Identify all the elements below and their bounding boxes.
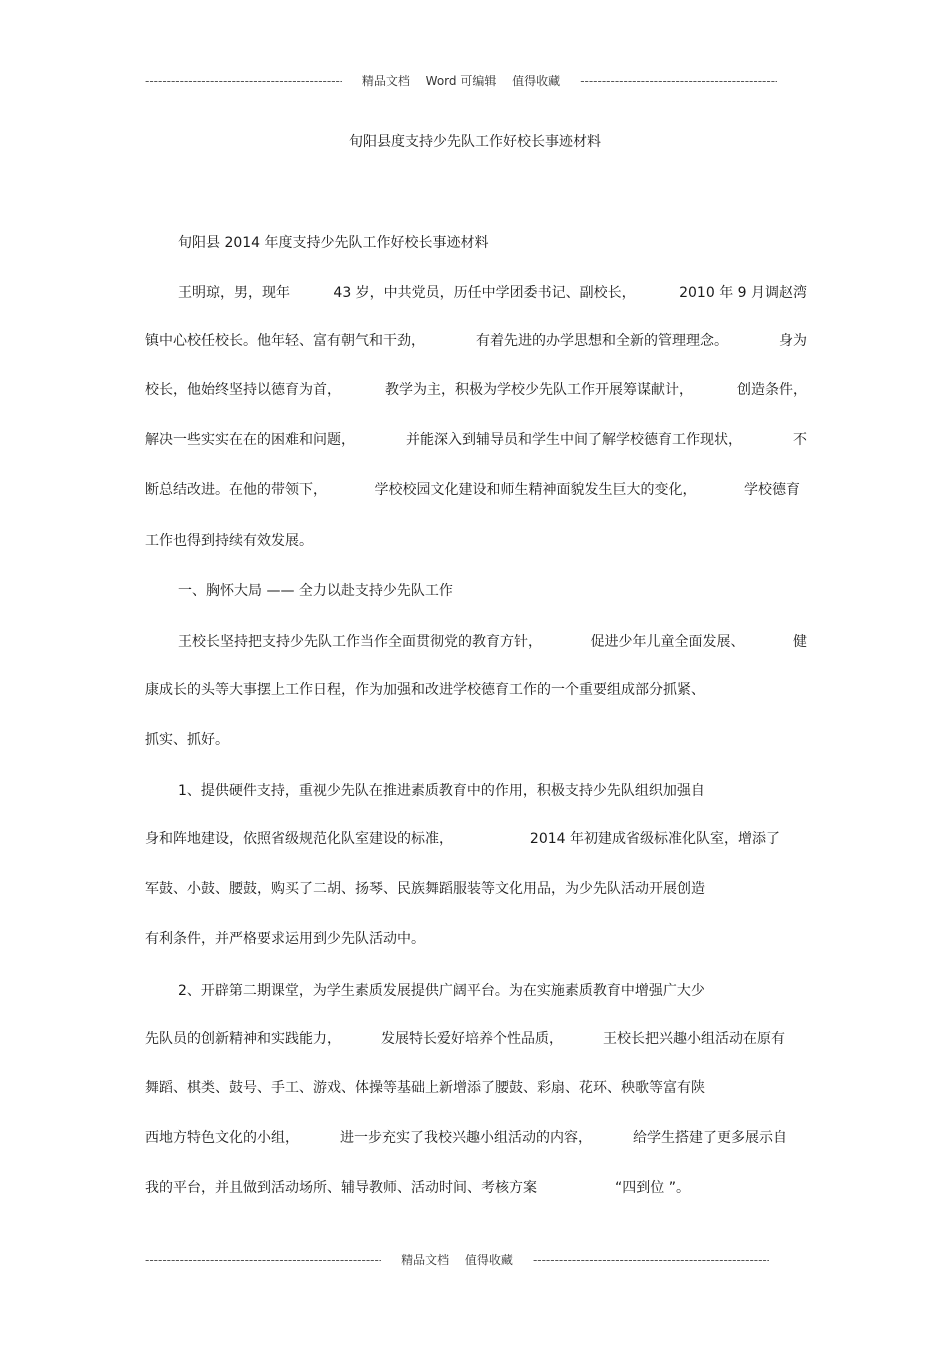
document-title: 旬阳县度支持少先队工作好校长事迹材料 [349, 134, 601, 150]
page-header [145, 72, 777, 89]
text-segment: 2010 年 9 月调赵湾 [679, 285, 807, 301]
text-segment: 镇中心校任校长。他年轻、富有朝气和干劲， [145, 333, 425, 349]
text-segment: 并能深入到辅导员和学生中间了解学校德育工作现状， [406, 432, 742, 448]
header-rule-right [580, 74, 777, 88]
paragraph-line [178, 283, 807, 303]
footer-label-doc: 精品文档 [401, 1253, 450, 1267]
header-text [342, 72, 580, 89]
paragraph-line [145, 480, 800, 500]
paragraph-line: 1、提供硬件支持，重视少先队在推进素质教育中的作用，积极支持少先队组织加强自 [178, 783, 705, 799]
footer-text [381, 1251, 533, 1268]
text-segment: 有着先进的办学思想和全新的管理理念。 [476, 333, 728, 349]
paragraph-line [145, 331, 807, 351]
footer-rule-right [533, 1253, 769, 1267]
footer-rule-left [145, 1253, 381, 1267]
paragraph-line: 旬阳县 2014 年度支持少先队工作好校长事迹材料 [178, 235, 489, 251]
paragraph-line: 抓实、抓好。 [145, 732, 229, 748]
header-label-collect: 值得收藏 [512, 74, 561, 88]
paragraph-line: 军鼓、小鼓、腰鼓，购买了二胡、扬琴、民族舞蹈服装等文化用品，为少先队活动开展创造 [145, 881, 705, 897]
paragraph-line [145, 380, 807, 400]
paragraph-line: 2、开辟第二期课堂，为学生素质发展提供广阔平台。为在实施素质教育中增强广大少 [178, 983, 705, 999]
text-segment: 给学生搭建了更多展示自 [633, 1130, 787, 1146]
paragraph-line [178, 632, 807, 652]
header-rule-left [145, 74, 342, 88]
text-segment: 王校长坚持把支持少先队工作当作全面贯彻党的教育方针， [178, 634, 542, 650]
text-segment: 学校校园文化建设和师生精神面貌发生巨大的变化， [374, 482, 697, 498]
paragraph-line [145, 829, 780, 849]
text-segment: 断总结改进。在他的带领下， [145, 482, 327, 498]
text-segment: 西地方特色文化的小组， [145, 1130, 299, 1146]
page-footer [145, 1251, 769, 1268]
text-segment: 王校长把兴趣小组活动在原有 [603, 1031, 785, 1047]
text-segment: 进一步充实了我校兴趣小组活动的内容， [340, 1130, 592, 1146]
footer-label-collect: 值得收藏 [464, 1253, 513, 1267]
header-label-doc: 精品文档 [361, 74, 410, 88]
paragraph-line: 工作也得到持续有效发展。 [145, 533, 313, 549]
paragraph-line [145, 430, 807, 450]
text-segment: 2014 年初建成省级标准化队室，增添了 [529, 831, 780, 847]
paragraph-line: 有利条件，并严格要求运用到少先队活动中。 [145, 931, 425, 947]
text-segment: 身为 [779, 333, 807, 349]
text-segment: 解决一些实实在在的困难和问题， [145, 432, 355, 448]
text-segment: 王明琼，男，现年 [178, 285, 290, 301]
text-segment: 校长，他始终坚持以德育为首， [145, 382, 341, 398]
text-segment: 不 [793, 432, 807, 448]
text-segment: 学校德育 [744, 482, 800, 498]
paragraph-line: 康成长的头等大事摆上工作日程，作为加强和改进学校德育工作的一个重要组成部分抓紧、 [145, 682, 705, 698]
header-label-word: Word 可编辑 [425, 74, 497, 88]
text-segment: 创造条件， [737, 382, 807, 398]
text-segment: 我的平台，并且做到活动场所、辅导教师、活动时间、考核方案 [145, 1180, 537, 1196]
text-segment: 促进少年儿童全面发展、 [590, 634, 745, 650]
paragraph-line [145, 1178, 690, 1198]
text-segment: 先队员的创新精神和实践能力， [145, 1031, 341, 1047]
paragraph-line [145, 1128, 787, 1148]
text-segment: “四到位 ”。 [615, 1180, 690, 1196]
text-segment: 发展特长爱好培养个性品质， [381, 1031, 563, 1047]
text-segment: 43 岁，中共党员，历任中学团委书记、副校长， [333, 285, 636, 301]
text-segment: 身和阵地建设，依照省级规范化队室建设的标准， [145, 831, 453, 847]
text-segment: 教学为主，积极为学校少先队工作开展筹谋献计， [385, 382, 693, 398]
paragraph-line [145, 1029, 785, 1049]
section-heading: 一、胸怀大局 —— 全力以赴支持少先队工作 [178, 583, 453, 599]
paragraph-line: 舞蹈、棋类、鼓号、手工、游戏、体操等基础上新增添了腰鼓、彩扇、花环、秧歌等富有陕 [145, 1080, 705, 1096]
text-segment: 健 [793, 634, 807, 650]
